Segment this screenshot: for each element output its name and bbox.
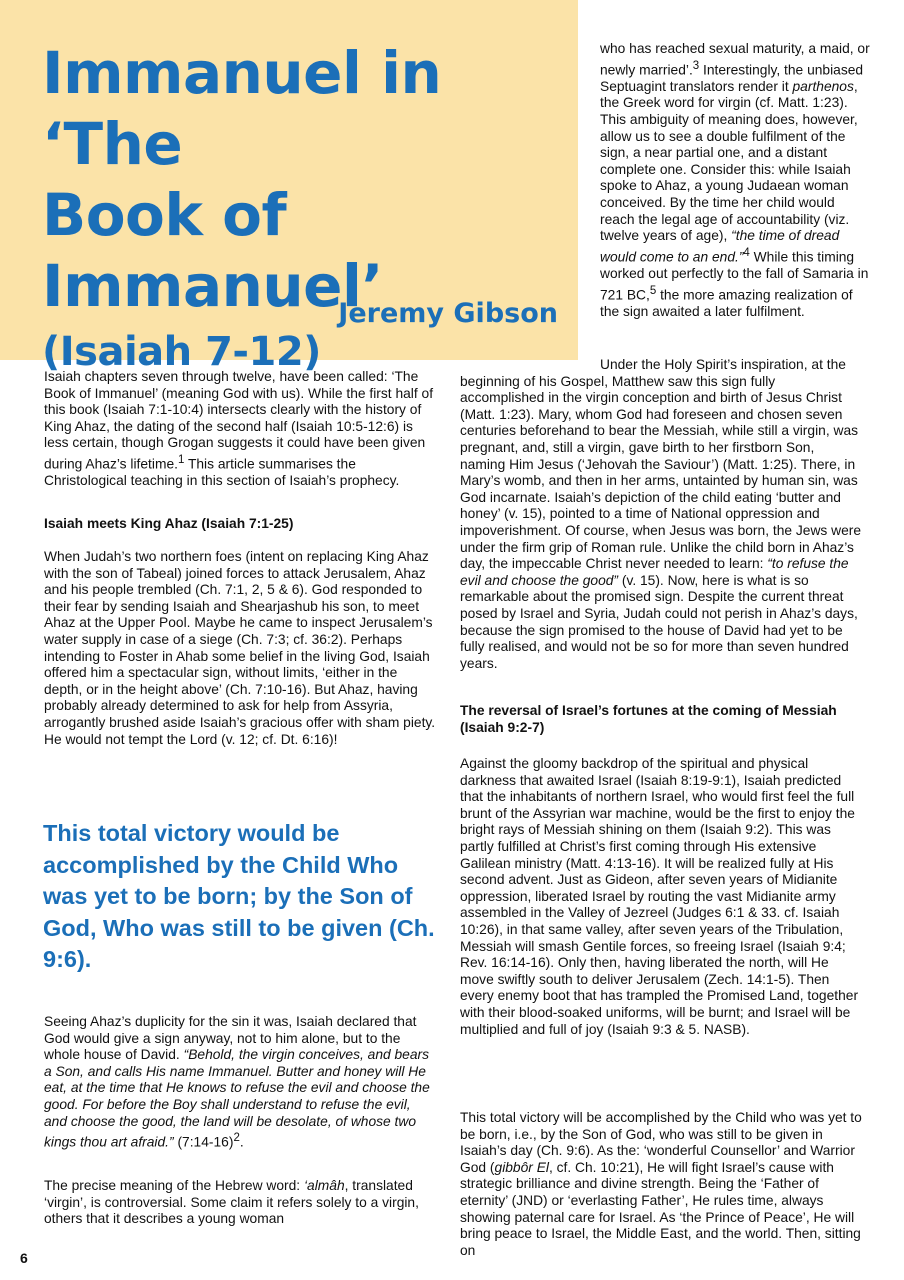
title-banner bbox=[0, 0, 578, 375]
text-run: (v. 15). Now, here is what is so remarkable about the promised sign. Despite the current threat posed by Israel and Syria, Judah could not perish in Ahaz’s days, because the sign promised to the house of David had yet to be fully realised, and would not be so for more than seven hundred years. bbox=[460, 572, 858, 671]
text-run: who has reached sexual maturity, a maid, or newly married’. bbox=[600, 41, 870, 78]
title-reference: (Isaiah 7-12) bbox=[42, 329, 321, 375]
section-heading-ahaz: Isaiah meets King Ahaz (Isaiah 7:1-25) bbox=[44, 516, 294, 531]
text-run: The precise meaning of the Hebrew word: bbox=[44, 1178, 304, 1193]
text-run: Interestingly, the unbiased Septuagint translators render it bbox=[600, 62, 864, 94]
footnote-ref: 5 bbox=[649, 284, 657, 297]
footnote-ref: 3 bbox=[692, 59, 700, 72]
text-run: Isaiah chapters seven through twelve, have been called: ‘The Book of Immanuel’ (meaning God with us). While the first half of this book (Isaiah 7:1-10:4) intersects clearly with the history of King Ahaz, the dating of the second half (Isaiah 10:5-12:6) is less certain, though Grogan suggests it could have been given during Ahaz’s lifetime. bbox=[44, 369, 434, 472]
right-paragraph-3: Against the gloomy backdrop of the spiritual and physical darkness that awaited Israel (Isaiah 8:19-9:1), Isaiah predicted that the inhabitants of northern Israel, who would first feel the full brunt of the Assyrian war machine, would be the first to enjoy the bright rays of Messiah shining on them (Isaiah 9:2). This was partly fulfilled at Christ’s first coming through His extensive Galilean ministry (Matt. 4:13-16). It will be realized fully at His second advent. Just as Gideon, after seven years of Midianite oppression, liberated Israel by routing the vast Midianite army assembled in the Valley of Jezreel (Judges 6:1 & 33. cf. Isaiah 10:26), in that same valley, after seven years of the Tribulation, Messiah will smash Gentile forces, so freeing Israel (Isaiah 9:4; Rev. 16:14-16). Only then, having liberated the north, will He move swiftly south to deliver Jerusalem (Zech. 14:1-5). Then every enemy boot that has trampled the Promised Land, together with their blood-soaked uniforms, will be burnt; and Israel will be multiplied and full of joy (Isaiah 9:3 & 5. NASB). bbox=[460, 756, 859, 1037]
title-line-3: Immanuel’ bbox=[42, 252, 383, 320]
italic-run: parthenos bbox=[792, 78, 854, 94]
footnote-ref: 4 bbox=[743, 246, 750, 259]
italic-run: ‘almâh bbox=[303, 1178, 345, 1193]
pull-quote: This total victory would be accomplished by the Child Who was yet to be born; by the Son of God, Who was still to be given (Ch. 9:6). bbox=[43, 820, 435, 972]
italic-run: “Behold, the virgin conceives, and bears a Son, and calls His name Immanuel. Butter and honey will He eat, at the time that He knows to refuse the evil and choose the good. For before the Boy shall understand to refuse the evil, and choose the good, the land will be desolate, of whose two kings thou art afraid.” bbox=[44, 1047, 430, 1150]
left-paragraph-3 bbox=[44, 1178, 436, 1228]
right-paragraph-2 bbox=[460, 357, 863, 672]
title-line-1: Immanuel in ‘The bbox=[42, 39, 442, 178]
italic-run: “to refuse the evil and choose the good” bbox=[460, 556, 849, 588]
text-run: Under the Holy Spirit’s inspiration, at the beginning of his Gospel, Matthew saw this sign fully accomplished in the virgin conception and birth of Jesus Christ (Matt. 1:23). Mary, whom God had foreseen and chosen seven centuries beforehand to bear the Messiah, while still a virgin, was pregnant, and, still a virgin, gave birth to her firstborn Son, naming Him Jesus (‘Jehovah the Saviour’) (Matt. 1:25). There, in Mary’s womb, and then in her arms, untainted by human sin, was God incarnate. Isaiah’s depiction of the child eating ‘butter and honey’ (v. 15), pointed to a time of National oppression and impoverishment. Of course, when Jesus was born, the Jews were under the firm grip of Roman rule. Unlike the child born in Ahaz’s day, the impeccable Christ never needed to learn: bbox=[460, 357, 862, 572]
footnote-ref: 1 bbox=[177, 453, 185, 466]
text-run: While this timing worked out perfectly to the fall of Samaria in 721 BC, bbox=[600, 249, 869, 303]
right-paragraph-4 bbox=[460, 1110, 863, 1259]
text-run: (7:14-16) bbox=[173, 1134, 234, 1150]
text-run: , translated ‘virgin’, is controversial. Some claim it refers solely to a virgin, others that it describes a young woman bbox=[44, 1178, 419, 1227]
left-paragraph-1: When Judah’s two northern foes (intent on replacing King Ahaz with the son of Tabeal) joined forces to attack Jerusalem, Ahaz and his people trembled (Ch. 7:1, 2, 5 & 6). God responded to their fear by sending Isaiah and Shearjashub his son, to meet Ahaz at the Upper Pool. Maybe he came to inspect Jerusalem’s water supply in case of a siege (Ch. 7:3; cf. 36:2). Perhaps intending to Foster in Ahab some belief in the living God, Isaiah offered him a spectacular sign, without limits, ‘either in the depth, or in the height above’ (Ch. 7:10-16). But Ahaz, having probably already determined to ask for help from Assyria, arrogantly brushed aside Isaiah’s gracious offer with sham piety. He would not tempt the Lord (v. 12; cf. Dt. 6:16)! bbox=[44, 549, 436, 747]
article-title bbox=[42, 38, 572, 382]
right-paragraph-1 bbox=[600, 41, 872, 320]
text-run: . bbox=[239, 1134, 244, 1150]
text-run: the more amazing realization of the sign awaited a later fulfilment. bbox=[600, 287, 853, 319]
italic-run: “the time of dread would come to an end.” bbox=[600, 228, 840, 265]
intro-paragraph bbox=[44, 369, 436, 490]
text-run: This article summarises the Christological teaching in this section of Isaiah’s prophecy. bbox=[44, 456, 400, 489]
text-run: This total victory will be accomplished by the Child who was yet to be born, i.e., by the Son of God, who was still to be given in Isaiah’s day (Ch. 9:6). As the: ‘wonderful Counsellor’ and Warrior God ( bbox=[460, 1110, 862, 1175]
page-number: 6 bbox=[20, 1250, 28, 1266]
text-run: , cf. Ch. 10:21), He will fight Israel’s cause with strategic brilliance and divine strength. Being the ‘Father of eternity’ (JND) or ‘everlasting Father’, He rules time, always showing paternal care for Israel. As ‘the Prince of Peace’, He will bring peace to Israel, the Middle East, and the world. Then, sitting on bbox=[460, 1159, 861, 1258]
left-paragraph-2 bbox=[44, 1014, 436, 1151]
title-line-2: Book of bbox=[42, 181, 287, 249]
text-run: Seeing Ahaz’s duplicity for the sin it was, Isaiah declared that God would give a sign anyway, not to him alone, but to the whole house of David. bbox=[44, 1014, 417, 1063]
text-run: , the Greek word for virgin (cf. Matt. 1:23). This ambiguity of meaning does, however, allow us to see a double fulfilment of the sign, a near partial one, and a distant complete one. Consider this: while Isaiah spoke to Ahaz, a young Judaean woman conceived. By the time her child would reach the legal age of accountability (viz. twelve years of age), bbox=[600, 78, 858, 244]
footnote-ref: 2 bbox=[233, 1132, 240, 1145]
section-heading-messiah: The reversal of Israel’s fortunes at the coming of Messiah (Isaiah 9:2-7) bbox=[460, 703, 837, 735]
author-name: Jeremy Gibson bbox=[338, 298, 558, 329]
italic-run: gibbôr El bbox=[494, 1159, 549, 1175]
